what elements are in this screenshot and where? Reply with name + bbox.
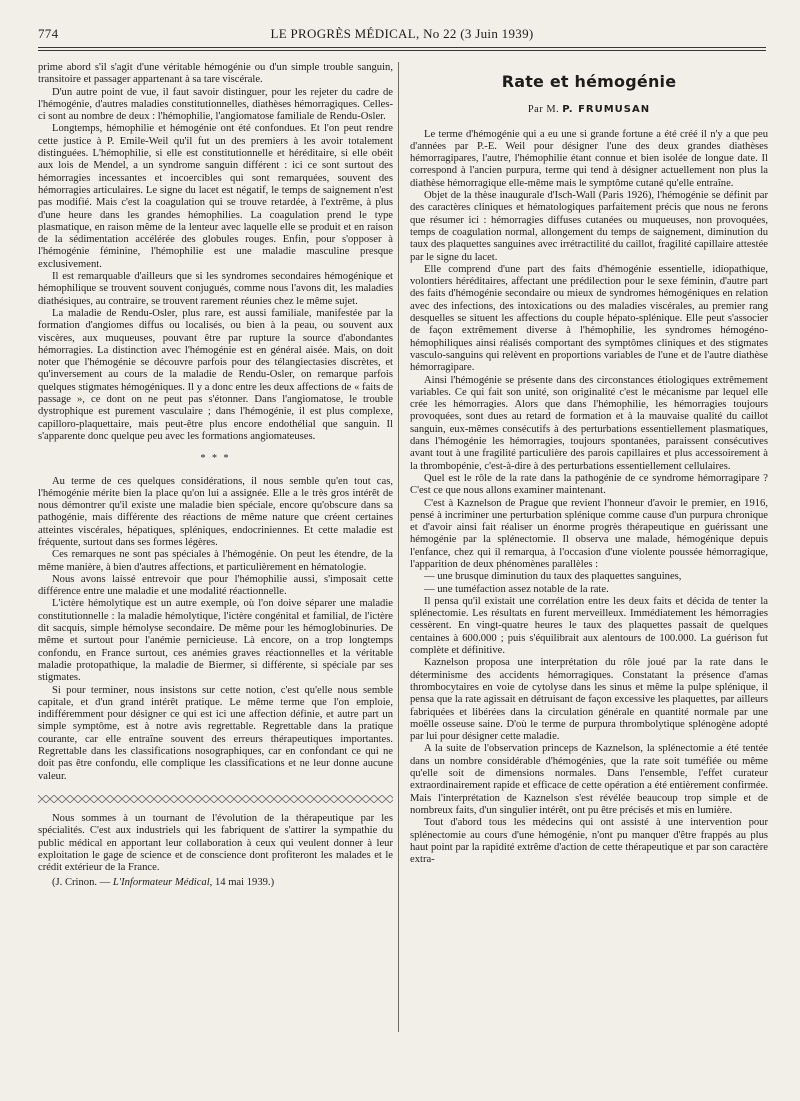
paragraph: Quel est le rôle de la rate dans la pathogénie de ce syndrome hémorragipare ? C'est ce que nous allons examiner maintenant. [410,472,768,497]
paragraph: Nous avons laissé entrevoir que pour l'hémophilie aussi, s'imposait cette différence entre une maladie et une modalité réactionnelle. [38,573,393,598]
right-column [410,62,768,866]
paragraph: Objet de la thèse inaugurale d'Isch-Wall (Paris 1926), l'hémogénie se définit par des caractères cliniques et hématologiques parfaitement précis que nous ne ferons que résumer ici : hémorragies diffuses cutanées ou muqueuses, non provoquées, temps de coagulation normal, allongement du temps de saignement, diminution du taux des plaquettes sanguines avec irrétractilité du caillot, fragilité capillaire attestée par le signe du lacet. [410,190,768,263]
paragraph: L'ictère hémolytique est un autre exemple, où l'on doive séparer une maladie constitutionnelle : la maladie hémolytique, l'ictère congénital et familial, de l'ictère dit sacquis, simple hémolyse secondaire. De même pour les hémoglobinuries. De même et surtout pour l'anémie pernicieuse. Là encore, on a trop longtemps confondu, en France surtout, ces anémies graves réactionnelles et la véritable maladie protopathique, la maladie de Biermer, si différente, si spéciale par ses stigmates. [38,598,393,684]
author-name: P. FRUMUSAN [562,104,651,116]
header-rule [38,47,766,48]
paragraph: Kaznelson proposa une interprétation du rôle joué par la rate dans le déterminisme des accidents hémorragiques. Constatant la présence d'amas thrombocytaires en voie de cytolyse dans les sinus et même la pulpe splénique, il pensa que la rate agissait en détruisant de façon excessive les plaquettes, par ailleurs fabriquées et libérées dans la circulation générale en quantité normale par une moëlle osseuse saine. D'où le terme de purpura thrombolytique splénogène adopté par lui pour désigner cette maladie. [410,657,768,743]
paragraph: A la suite de l'observation princeps de Kaznelson, la splénectomie a été tentée dans un nombre considérable d'hémogénies, que la rate soit tuméfiée ou même qu'elle soit de dimensions normales. Dans l'ensemble, l'effet curateur extraordinairement rapide et efficace de cette opération a été entièrement confirmée. Mais l'interprétation de Kaznelson s'est révélée beaucoup trop simple et de nombreux faits, d'un singulier intérêt, ont pu être précisés et mis en lumière. [410,743,768,816]
byline-prefix: Par M. [527,104,560,116]
paragraph: C'est à Kaznelson de Prague que revient l'honneur d'avoir le premier, en 1916, pensé à incriminer une perturbation splénique comme cause d'un purpura chronique et d'avoir ainsi fait réaliser un énorme progrès thérapeutique en guérissant une hémogénie par la splénectomie. Il observa une malade, hémogénique depuis l'enfance, chez qui il remarqua, à l'occasion d'une violente poussée hémorragique, l'apparition de deux phénomènes parallèles : [410,497,768,570]
column-divider [398,62,399,1032]
paragraph: D'un autre point de vue, il faut savoir distinguer, pour les rejeter du cadre de l'hémogénie, d'autres maladies constitutionnelles, diathèses hémorragiques. Celles-ci sont au nombre de deux : l'hémophilie, l'angiomatose familiale de Rendu-Osler. [38,86,393,123]
running-title: LE PROGRÈS MÉDICAL, No 22 (3 Juin 1939) [270,26,534,41]
left-column [38,62,393,890]
quotation-source [38,877,393,889]
paragraph: Elle comprend d'une part des faits d'hémogénie essentielle, idiopathique, volontiers héréditaires, affectant une prédilection pour le sexe féminin, d'autre part des faits d'hémogénie secondaire ou mieux de syndromes hémogéniques en relation avec des infections, des intoxications ou des maladies viscérales, au premier rang desquelles se situent les affections du couple hépato-splénique. Elle peut s'associer de façon extrêmement diverse à l'hémophilie, les syndromes hémogéno-hémophiliques ainsi réalisés comportant des symptômes cliniques et des stigmates vasculo-sanguins qui relèvent en proportions variables de l'une et de l'autre diathèse hémorragipare. [410,263,768,374]
paragraph: Ainsi l'hémogénie se présente dans des circonstances étiologiques extrêmement variables. Ce qui fait son unité, son originalité c'est le mécanisme par lequel elle crée les hémorragies. Alors que dans l'hémophilie, les hémorragies toujours provoquées, sont dues au retard de formation et à la mauvaise qualité du caillot sanguin, eux-mêmes consécutifs à des perturbations essentiellement plasmatiques, dans l'hémogénie les hémorragies, toujours spontanées, paraissent consécutives avant tout à une fragilité particulière des parois capillaires et plus accessoirement à la thrombopénie, c'est-à-dire à des perturbations essentiellement cellulaires. [410,374,768,472]
section-separator-stars: * * * [200,453,231,465]
ornamental-rule [38,795,393,803]
page-number: 774 [38,26,59,41]
paragraph: prime abord s'il s'agit d'une véritable hémogénie ou d'un simple trouble sanguin, transitoire et passager appartenant à sa tare viscérale. [38,62,393,86]
source-author: (J. Crinon. — [52,877,111,889]
article-title: Rate et hémogénie [501,72,677,91]
paragraph: Ces remarques ne sont pas spéciales à l'hémogénie. On peut les étendre, de la même manière, à bien d'autres affections, et particulièrement en hématologie. [38,549,393,573]
article-byline [410,104,768,116]
quotation: Nous sommes à un tournant de l'évolution de la thérapeutique par les spécialités. C'est aux industriels qui les fabriquent de s'attirer la sympathie du public médical en apportant leur collaboration à ceux qui veulent donner à leur exploitation le gage de science et de conscience dont profiteront les malades et le crédit extérieur de la France. [38,812,393,874]
source-date: 14 mai 1939.) [214,877,275,889]
list-item: — une brusque diminution du taux des plaquettes sanguines, [424,571,682,583]
page-header [38,26,766,46]
paragraph: La maladie de Rendu-Osler, plus rare, est aussi familiale, manifestée par la formation d'angiomes diffus ou localisés, ou bien à la peau, ou souvent aux viscères, aux muqueuses, pouvant être par rupture la source d'abondantes hémorragies. La distinction avec l'hémogénie est en général aisée. Mais, on doit noter que l'hémogénie se découvre parfois pour des télangiectasies discrètes, et qu'inversement au cours de la maladie de Rendu-Osler, on remarque parfois quelques stigmates hémogéniques. Il y a donc entre les deux affections de « faits de passage », ce dont on ne peut pas s'étonner. Dans l'angiomatose, le trouble dystrophique est purement vasculaire ; dans l'hémogénie, il est plus complexe, capilloro-plaquettaire, mais peut-être plus encore endothélial que sanguin. Il s'apparente donc quelque peu avec les formations angiomateuses. [38,307,393,442]
paragraph: Si pour terminer, nous insistons sur cette notion, c'est qu'elle nous semble capitale, et d'un grand intérêt pratique. Le même terme que l'on emploie, indifféremment pour désigner ce qui est ici une affection définie, et autre part un simple symptôme, est à notre avis regrettable. Regrettable dans la pratique courante, car elle entraîne souvent des erreurs thérapeutiques importantes. Regrettable dans les classifications nosographiques, car en confondant ce qui ne doit pas être confondu, elle complique les classifications et ne leur donne aucune valeur. [38,684,393,782]
header-rule-secondary [38,50,766,51]
source-journal: L'Informateur Médical, [112,877,213,889]
paragraph: Longtemps, hémophilie et hémogénie ont été confondues. Et l'on peut rendre cette justice à P. Emile-Weil qu'il fut un des premiers à les avoir totalement distinguées. L'hémophilie, si elle est constitutionnelle et héréditaire, si elle obéit aux lois de Mendel, a un syndrome sanguin différent : ici ce sont surtout des hémorragies incessantes et incoercibles qui sont remarquées, souvent des hémorragies articulaires. Le signe du lacet est négatif, le temps de saignement n'est pas modifié. Mais c'est la coagulation qui se trouve retardée, à l'extrême, à plus d'une heure dans les grandes hémophilies. La coagulation prend le type plasmatique, en raison même de la lenteur avec laquelle elle se produit et en raison de la sédimentation accélérée des globules rouges. Enfin, pour s'opposer à l'hémogénie féminine, l'hémophilie est une maladie masculine presque exclusivement. [38,123,393,270]
paragraph: Le terme d'hémogénie qui a eu une si grande fortune a été créé il n'y a que peu d'années par P.-E. Weil pour désigner l'une des deux grandes diathèses hémorragipares, l'autre, l'hémophilie étant connue et bien isolée de longue date. Il correspond à l'ancien purpura, terme qui tend à désigner actuellement non plus la diathèse hémorragique elle-même mais le symptôme cutané qu'elle entraîne. [410,128,768,189]
paragraph: Il pensa qu'il existait une corrélation entre les deux faits et décida de tenter la splénectomie. Les résultats en furent merveilleux. Immédiatement les hémorragies cessèrent. En vingt-quatre heures le taux des plaquettes passait de quelques centaines à 600.000 ; puis s'équilibrait aux alentours de 100.000. La guérison fut complète et définitive. [410,595,768,657]
paragraph: Au terme de ces quelques considérations, il nous semble qu'en tout cas, l'hémogénie mérite bien la place qu'on lui a assignée. Elle a le très gros intérêt de nous démontrer qu'il existe une maladie bien spéciale, encore qu'obscure dans sa pathogénie, mais différente des réactions de même nature que créent certaines atteintes viscérales, hépatiques, spléniques, endocriniennes. Et cette maladie est fréquente, surtout dans ses formes légères. [38,475,393,548]
list-item: — une tuméfaction assez notable de la rate. [424,583,609,595]
paragraph: Il est remarquable d'ailleurs que si les syndromes secondaires hémogénique et hémophilique se trouvent souvent conjugués, comme nous l'avons dit, les maladies diathésiques, au contraire, se trouvent rarement réunies chez le même sujet. [38,271,393,307]
paragraph: Tout d'abord tous les médecins qui ont assisté à une intervention pour splénectomie au cours d'une hémogénie, n'ont pu manquer d'être frappés au plus haut point par la rapidité extrême d'action de cette thérapeutique et par son caractère extra- [410,817,768,866]
